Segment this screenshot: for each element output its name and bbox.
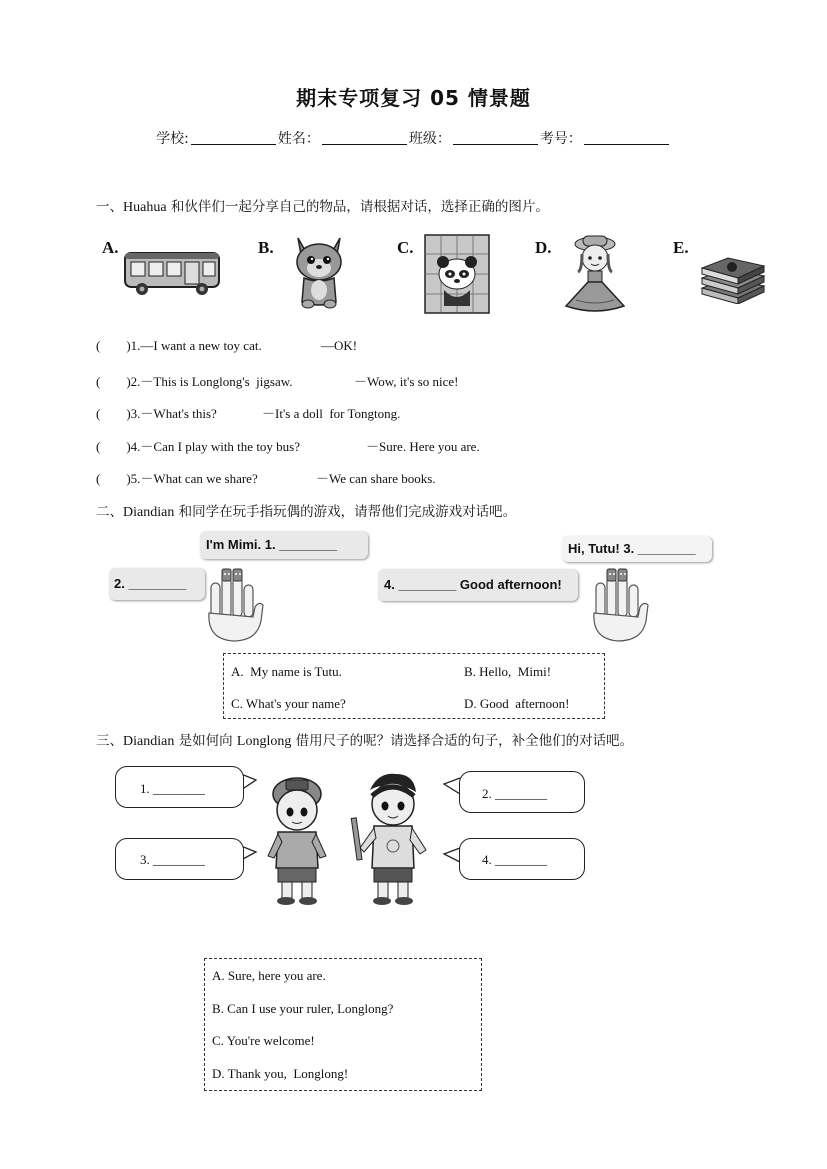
picture-label-d: D. [535, 238, 552, 257]
question-reply: －It's a doll for Tongtong. [262, 406, 401, 421]
question-row: ( )4.－Can I play with the toy bus? [96, 439, 301, 454]
number-label: 考号： [539, 131, 582, 147]
question-reply: —OK! [321, 338, 358, 353]
page-title: 期末专项复习 05 情景题 [296, 86, 531, 110]
school-label: 学校: [156, 131, 189, 147]
question-reply: －Wow, it's so nice! [354, 374, 459, 389]
class-label: 班级： [408, 131, 451, 147]
dialogue-blank-1[interactable]: 1. ________ [140, 781, 205, 796]
question-reply: －We can share books. [316, 471, 436, 486]
question-row: ( )3.－What's this? [96, 406, 217, 421]
speech-bubble-2: 2. ________ [109, 568, 205, 600]
question-row: ( )5.－What can we share? [96, 471, 258, 486]
section2-header: 二、Diandian 和同学在玩手指玩偶的游戏，请帮他们完成游戏对话吧。 [96, 504, 517, 520]
picture-label-a: A. [102, 238, 119, 257]
option-d: D. Good afternoon! [464, 696, 570, 711]
option-a: A. Sure, here you are. [212, 968, 326, 983]
section1-header: 一、Huahua 和伙伴们一起分享自己的物品，请根据对话，选择正确的图片。 [96, 199, 549, 215]
dialogue-blank-3[interactable]: 3. ________ [140, 852, 205, 867]
question-row: ( )2.－This is Longlong's jigsaw. [96, 374, 293, 389]
option-c: C. What's your name? [231, 696, 346, 711]
option-c: C. You're welcome! [212, 1033, 315, 1048]
speech-bubble-4: 4. ________ Good afternoon! [378, 569, 578, 601]
picture-label-e: E. [673, 238, 689, 257]
boy-with-cap-icon [262, 770, 332, 912]
picture-label-c: C. [397, 238, 414, 257]
dialogue-blank-2[interactable]: 2. ________ [482, 786, 547, 801]
dialogue-blank-4[interactable]: 4. ________ [482, 852, 547, 867]
name-label: 姓名： [277, 131, 320, 147]
option-b: B. Hello, Mimi! [464, 664, 552, 679]
option-d: D. Thank you, Longlong! [212, 1066, 349, 1081]
boy-with-ruler-icon [348, 768, 434, 912]
option-a: A. My name is Tutu. [231, 664, 342, 679]
section3-header: 三、Diandian 是如何向 Longlong 借用尺子的呢？请选择合适的句子，补全他们的对话吧。 [96, 733, 634, 749]
speech-bubble-mimi: I'm Mimi. 1. ________ [200, 531, 368, 559]
question-reply: －Sure. Here you are. [366, 439, 480, 454]
question-row: ( )1.—I want a new toy cat. [96, 338, 262, 353]
speech-bubble-tutu: Hi, Tutu! 3. ________ [562, 536, 712, 562]
picture-label-b: B. [258, 238, 274, 257]
option-b: B. Can I use your ruler, Longlong? [212, 1001, 394, 1016]
